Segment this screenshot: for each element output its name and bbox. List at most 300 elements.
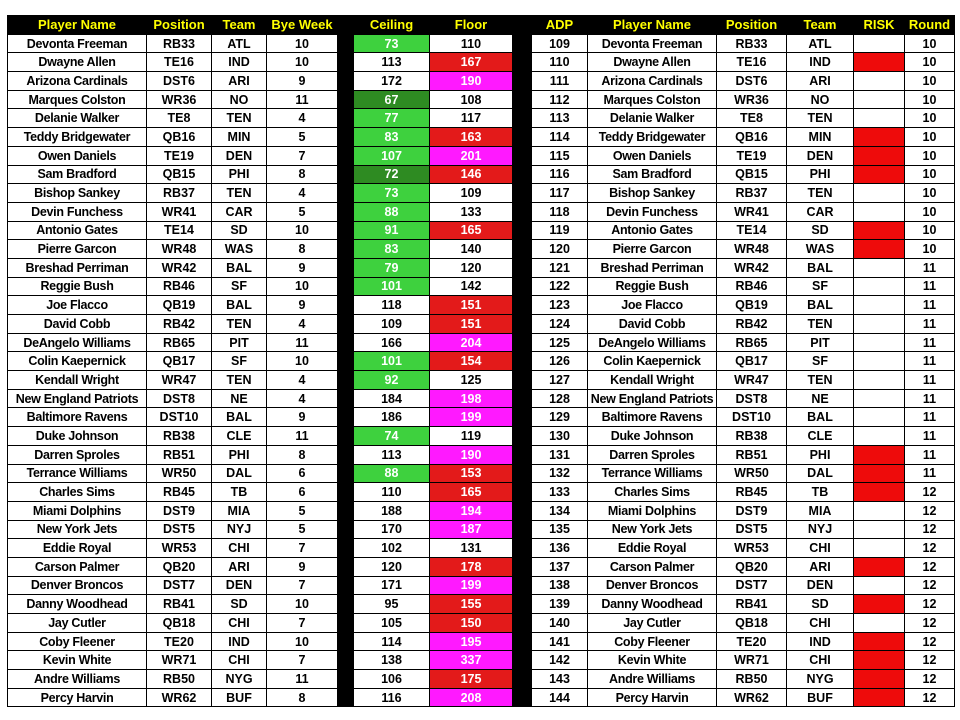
cell-team-right[interactable]: SF: [787, 352, 854, 371]
cell-position[interactable]: QB17: [147, 352, 212, 371]
cell-round[interactable]: 10: [905, 128, 955, 147]
cell-risk[interactable]: [854, 651, 905, 670]
cell-risk[interactable]: [854, 109, 905, 128]
cell-team-right[interactable]: IND: [787, 53, 854, 72]
cell-position-right[interactable]: QB17: [717, 352, 787, 371]
cell-floor[interactable]: 117: [430, 109, 513, 128]
cell-round[interactable]: 11: [905, 352, 955, 371]
cell-floor[interactable]: 204: [430, 333, 513, 352]
cell-ceiling[interactable]: 172: [354, 72, 430, 91]
cell-player-name-right[interactable]: Marques Colston: [588, 90, 717, 109]
cell-round[interactable]: 12: [905, 557, 955, 576]
cell-team-right[interactable]: WAS: [787, 240, 854, 259]
cell-round[interactable]: 11: [905, 408, 955, 427]
cell-position-right[interactable]: WR50: [717, 464, 787, 483]
cell-player-name[interactable]: DeAngelo Williams: [8, 333, 147, 352]
cell-adp[interactable]: 132: [532, 464, 588, 483]
cell-risk[interactable]: [854, 277, 905, 296]
cell-team-right[interactable]: CAR: [787, 202, 854, 221]
cell-team[interactable]: CLE: [212, 427, 267, 446]
cell-position-right[interactable]: RB38: [717, 427, 787, 446]
cell-player-name-right[interactable]: DeAngelo Williams: [588, 333, 717, 352]
cell-position-right[interactable]: QB18: [717, 614, 787, 633]
cell-player-name-right[interactable]: Danny Woodhead: [588, 595, 717, 614]
cell-position-right[interactable]: DST8: [717, 389, 787, 408]
cell-team[interactable]: PHI: [212, 165, 267, 184]
cell-player-name-right[interactable]: Jay Cutler: [588, 614, 717, 633]
cell-team-right[interactable]: MIA: [787, 501, 854, 520]
cell-player-name[interactable]: Arizona Cardinals: [8, 72, 147, 91]
cell-team[interactable]: NO: [212, 90, 267, 109]
cell-position[interactable]: RB65: [147, 333, 212, 352]
cell-position[interactable]: RB41: [147, 595, 212, 614]
cell-ceiling[interactable]: 107: [354, 146, 430, 165]
cell-position[interactable]: WR50: [147, 464, 212, 483]
cell-player-name[interactable]: Breshad Perriman: [8, 258, 147, 277]
cell-bye-week[interactable]: 4: [267, 315, 338, 334]
cell-team[interactable]: CHI: [212, 651, 267, 670]
cell-position-right[interactable]: RB33: [717, 34, 787, 53]
cell-adp[interactable]: 116: [532, 165, 588, 184]
cell-bye-week[interactable]: 5: [267, 202, 338, 221]
header-team-right[interactable]: Team: [787, 16, 854, 35]
cell-round[interactable]: 10: [905, 90, 955, 109]
cell-player-name[interactable]: Coby Fleener: [8, 632, 147, 651]
cell-player-name[interactable]: David Cobb: [8, 315, 147, 334]
cell-player-name-right[interactable]: Carson Palmer: [588, 557, 717, 576]
cell-round[interactable]: 10: [905, 240, 955, 259]
cell-position-right[interactable]: WR42: [717, 258, 787, 277]
cell-adp[interactable]: 144: [532, 688, 588, 707]
cell-bye-week[interactable]: 9: [267, 408, 338, 427]
cell-adp[interactable]: 117: [532, 184, 588, 203]
cell-floor[interactable]: 109: [430, 184, 513, 203]
cell-round[interactable]: 12: [905, 483, 955, 502]
cell-floor[interactable]: 119: [430, 427, 513, 446]
cell-risk[interactable]: [854, 670, 905, 689]
cell-adp[interactable]: 121: [532, 258, 588, 277]
cell-player-name[interactable]: Bishop Sankey: [8, 184, 147, 203]
cell-player-name[interactable]: Baltimore Ravens: [8, 408, 147, 427]
cell-team-right[interactable]: NO: [787, 90, 854, 109]
cell-team-right[interactable]: TEN: [787, 371, 854, 390]
cell-team-right[interactable]: DEN: [787, 146, 854, 165]
cell-floor[interactable]: 163: [430, 128, 513, 147]
cell-ceiling[interactable]: 116: [354, 688, 430, 707]
cell-player-name-right[interactable]: Colin Kaepernick: [588, 352, 717, 371]
cell-position[interactable]: TE16: [147, 53, 212, 72]
cell-adp[interactable]: 137: [532, 557, 588, 576]
cell-risk[interactable]: [854, 371, 905, 390]
cell-team[interactable]: ATL: [212, 34, 267, 53]
cell-team-right[interactable]: BUF: [787, 688, 854, 707]
header-player-name[interactable]: Player Name: [8, 16, 147, 35]
cell-adp[interactable]: 129: [532, 408, 588, 427]
cell-risk[interactable]: [854, 632, 905, 651]
cell-ceiling[interactable]: 138: [354, 651, 430, 670]
cell-adp[interactable]: 119: [532, 221, 588, 240]
cell-player-name-right[interactable]: Terrance Williams: [588, 464, 717, 483]
cell-position-right[interactable]: QB19: [717, 296, 787, 315]
cell-team[interactable]: CHI: [212, 614, 267, 633]
cell-position[interactable]: QB18: [147, 614, 212, 633]
cell-round[interactable]: 10: [905, 109, 955, 128]
cell-bye-week[interactable]: 7: [267, 539, 338, 558]
cell-player-name[interactable]: Darren Sproles: [8, 445, 147, 464]
cell-adp[interactable]: 110: [532, 53, 588, 72]
cell-team-right[interactable]: NE: [787, 389, 854, 408]
cell-ceiling[interactable]: 73: [354, 34, 430, 53]
cell-player-name-right[interactable]: Teddy Bridgewater: [588, 128, 717, 147]
cell-bye-week[interactable]: 10: [267, 352, 338, 371]
cell-bye-week[interactable]: 11: [267, 670, 338, 689]
cell-position-right[interactable]: WR48: [717, 240, 787, 259]
cell-adp[interactable]: 118: [532, 202, 588, 221]
cell-bye-week[interactable]: 6: [267, 483, 338, 502]
cell-position[interactable]: QB15: [147, 165, 212, 184]
cell-player-name-right[interactable]: Darren Sproles: [588, 445, 717, 464]
cell-ceiling[interactable]: 171: [354, 576, 430, 595]
cell-player-name[interactable]: Delanie Walker: [8, 109, 147, 128]
cell-team[interactable]: ARI: [212, 72, 267, 91]
cell-team-right[interactable]: CHI: [787, 539, 854, 558]
cell-adp[interactable]: 141: [532, 632, 588, 651]
cell-player-name-right[interactable]: Owen Daniels: [588, 146, 717, 165]
cell-team-right[interactable]: PHI: [787, 165, 854, 184]
cell-team[interactable]: WAS: [212, 240, 267, 259]
cell-ceiling[interactable]: 110: [354, 483, 430, 502]
cell-team[interactable]: MIN: [212, 128, 267, 147]
cell-position[interactable]: DST8: [147, 389, 212, 408]
cell-team[interactable]: TEN: [212, 371, 267, 390]
cell-adp[interactable]: 123: [532, 296, 588, 315]
cell-adp[interactable]: 122: [532, 277, 588, 296]
cell-team-right[interactable]: TEN: [787, 184, 854, 203]
cell-bye-week[interactable]: 10: [267, 34, 338, 53]
cell-floor[interactable]: 154: [430, 352, 513, 371]
cell-team-right[interactable]: TEN: [787, 315, 854, 334]
cell-risk[interactable]: [854, 539, 905, 558]
cell-position-right[interactable]: RB37: [717, 184, 787, 203]
cell-bye-week[interactable]: 8: [267, 445, 338, 464]
cell-round[interactable]: 12: [905, 595, 955, 614]
cell-round[interactable]: 10: [905, 53, 955, 72]
cell-floor[interactable]: 146: [430, 165, 513, 184]
cell-floor[interactable]: 199: [430, 576, 513, 595]
cell-player-name[interactable]: Dwayne Allen: [8, 53, 147, 72]
cell-player-name-right[interactable]: Sam Bradford: [588, 165, 717, 184]
cell-team-right[interactable]: NYG: [787, 670, 854, 689]
cell-position[interactable]: QB16: [147, 128, 212, 147]
cell-round[interactable]: 11: [905, 296, 955, 315]
cell-bye-week[interactable]: 11: [267, 333, 338, 352]
cell-risk[interactable]: [854, 184, 905, 203]
cell-position[interactable]: WR42: [147, 258, 212, 277]
cell-adp[interactable]: 124: [532, 315, 588, 334]
cell-ceiling[interactable]: 77: [354, 109, 430, 128]
cell-ceiling[interactable]: 72: [354, 165, 430, 184]
cell-bye-week[interactable]: 9: [267, 296, 338, 315]
cell-team[interactable]: DEN: [212, 146, 267, 165]
cell-team-right[interactable]: CHI: [787, 651, 854, 670]
cell-round[interactable]: 11: [905, 389, 955, 408]
cell-position-right[interactable]: DST9: [717, 501, 787, 520]
cell-team[interactable]: PHI: [212, 445, 267, 464]
cell-adp[interactable]: 109: [532, 34, 588, 53]
cell-team-right[interactable]: TEN: [787, 109, 854, 128]
cell-bye-week[interactable]: 9: [267, 557, 338, 576]
cell-ceiling[interactable]: 186: [354, 408, 430, 427]
cell-adp[interactable]: 113: [532, 109, 588, 128]
cell-bye-week[interactable]: 5: [267, 128, 338, 147]
cell-position-right[interactable]: TE8: [717, 109, 787, 128]
cell-player-name[interactable]: Jay Cutler: [8, 614, 147, 633]
cell-ceiling[interactable]: 92: [354, 371, 430, 390]
cell-floor[interactable]: 167: [430, 53, 513, 72]
cell-round[interactable]: 10: [905, 202, 955, 221]
cell-team-right[interactable]: ARI: [787, 72, 854, 91]
cell-position[interactable]: DST6: [147, 72, 212, 91]
cell-player-name[interactable]: Reggie Bush: [8, 277, 147, 296]
cell-player-name[interactable]: Miami Dolphins: [8, 501, 147, 520]
cell-team-right[interactable]: SF: [787, 277, 854, 296]
cell-position[interactable]: RB51: [147, 445, 212, 464]
cell-team[interactable]: TEN: [212, 184, 267, 203]
cell-adp[interactable]: 139: [532, 595, 588, 614]
cell-round[interactable]: 12: [905, 670, 955, 689]
cell-ceiling[interactable]: 83: [354, 240, 430, 259]
cell-floor[interactable]: 208: [430, 688, 513, 707]
cell-position-right[interactable]: DST10: [717, 408, 787, 427]
cell-round[interactable]: 11: [905, 371, 955, 390]
cell-bye-week[interactable]: 10: [267, 632, 338, 651]
cell-team[interactable]: NYJ: [212, 520, 267, 539]
cell-risk[interactable]: [854, 240, 905, 259]
cell-player-name-right[interactable]: New York Jets: [588, 520, 717, 539]
cell-ceiling[interactable]: 118: [354, 296, 430, 315]
cell-risk[interactable]: [854, 202, 905, 221]
cell-adp[interactable]: 134: [532, 501, 588, 520]
cell-player-name-right[interactable]: Baltimore Ravens: [588, 408, 717, 427]
cell-player-name[interactable]: Kevin White: [8, 651, 147, 670]
cell-position-right[interactable]: DST5: [717, 520, 787, 539]
cell-bye-week[interactable]: 10: [267, 53, 338, 72]
cell-ceiling[interactable]: 102: [354, 539, 430, 558]
cell-adp[interactable]: 138: [532, 576, 588, 595]
cell-position-right[interactable]: DST6: [717, 72, 787, 91]
cell-bye-week[interactable]: 8: [267, 165, 338, 184]
cell-risk[interactable]: [854, 557, 905, 576]
cell-ceiling[interactable]: 83: [354, 128, 430, 147]
cell-position[interactable]: WR48: [147, 240, 212, 259]
cell-team[interactable]: NE: [212, 389, 267, 408]
cell-position[interactable]: DST7: [147, 576, 212, 595]
cell-position-right[interactable]: RB50: [717, 670, 787, 689]
cell-team[interactable]: IND: [212, 632, 267, 651]
cell-risk[interactable]: [854, 90, 905, 109]
cell-team-right[interactable]: DAL: [787, 464, 854, 483]
cell-player-name-right[interactable]: Denver Broncos: [588, 576, 717, 595]
cell-round[interactable]: 12: [905, 614, 955, 633]
cell-adp[interactable]: 126: [532, 352, 588, 371]
cell-player-name-right[interactable]: Breshad Perriman: [588, 258, 717, 277]
header-risk[interactable]: RISK: [854, 16, 905, 35]
cell-player-name-right[interactable]: Andre Williams: [588, 670, 717, 689]
cell-risk[interactable]: [854, 576, 905, 595]
cell-team[interactable]: SF: [212, 352, 267, 371]
cell-ceiling[interactable]: 113: [354, 445, 430, 464]
cell-risk[interactable]: [854, 595, 905, 614]
cell-player-name-right[interactable]: Delanie Walker: [588, 109, 717, 128]
cell-ceiling[interactable]: 113: [354, 53, 430, 72]
cell-floor[interactable]: 190: [430, 72, 513, 91]
cell-team[interactable]: CAR: [212, 202, 267, 221]
cell-ceiling[interactable]: 88: [354, 464, 430, 483]
cell-position[interactable]: TE20: [147, 632, 212, 651]
cell-risk[interactable]: [854, 445, 905, 464]
cell-bye-week[interactable]: 9: [267, 72, 338, 91]
cell-round[interactable]: 11: [905, 333, 955, 352]
cell-round[interactable]: 11: [905, 258, 955, 277]
cell-team[interactable]: TB: [212, 483, 267, 502]
cell-position[interactable]: RB33: [147, 34, 212, 53]
cell-risk[interactable]: [854, 258, 905, 277]
cell-adp[interactable]: 115: [532, 146, 588, 165]
cell-bye-week[interactable]: 8: [267, 688, 338, 707]
cell-player-name-right[interactable]: Kevin White: [588, 651, 717, 670]
cell-round[interactable]: 11: [905, 445, 955, 464]
cell-ceiling[interactable]: 95: [354, 595, 430, 614]
cell-round[interactable]: 10: [905, 184, 955, 203]
cell-team[interactable]: BAL: [212, 258, 267, 277]
cell-adp[interactable]: 135: [532, 520, 588, 539]
header-position-right[interactable]: Position: [717, 16, 787, 35]
cell-position-right[interactable]: WR47: [717, 371, 787, 390]
cell-round[interactable]: 10: [905, 221, 955, 240]
cell-position[interactable]: RB37: [147, 184, 212, 203]
header-ceiling[interactable]: Ceiling: [354, 16, 430, 35]
cell-floor[interactable]: 178: [430, 557, 513, 576]
cell-adp[interactable]: 120: [532, 240, 588, 259]
cell-adp[interactable]: 114: [532, 128, 588, 147]
cell-position-right[interactable]: RB42: [717, 315, 787, 334]
cell-player-name[interactable]: Colin Kaepernick: [8, 352, 147, 371]
cell-position-right[interactable]: QB20: [717, 557, 787, 576]
cell-player-name[interactable]: Antonio Gates: [8, 221, 147, 240]
cell-team[interactable]: BAL: [212, 408, 267, 427]
cell-ceiling[interactable]: 188: [354, 501, 430, 520]
cell-adp[interactable]: 128: [532, 389, 588, 408]
cell-team-right[interactable]: DEN: [787, 576, 854, 595]
cell-round[interactable]: 12: [905, 576, 955, 595]
cell-position-right[interactable]: WR62: [717, 688, 787, 707]
cell-round[interactable]: 10: [905, 165, 955, 184]
cell-position[interactable]: DST10: [147, 408, 212, 427]
cell-player-name-right[interactable]: New England Patriots: [588, 389, 717, 408]
cell-ceiling[interactable]: 106: [354, 670, 430, 689]
cell-position-right[interactable]: QB16: [717, 128, 787, 147]
cell-round[interactable]: 11: [905, 315, 955, 334]
cell-position[interactable]: DST5: [147, 520, 212, 539]
cell-ceiling[interactable]: 73: [354, 184, 430, 203]
cell-position-right[interactable]: WR36: [717, 90, 787, 109]
cell-player-name[interactable]: Devonta Freeman: [8, 34, 147, 53]
cell-ceiling[interactable]: 184: [354, 389, 430, 408]
header-team[interactable]: Team: [212, 16, 267, 35]
cell-player-name[interactable]: Duke Johnson: [8, 427, 147, 446]
cell-floor[interactable]: 110: [430, 34, 513, 53]
cell-position-right[interactable]: TE20: [717, 632, 787, 651]
cell-position-right[interactable]: QB15: [717, 165, 787, 184]
cell-position[interactable]: WR53: [147, 539, 212, 558]
cell-player-name-right[interactable]: Arizona Cardinals: [588, 72, 717, 91]
cell-adp[interactable]: 143: [532, 670, 588, 689]
cell-position[interactable]: QB20: [147, 557, 212, 576]
cell-position-right[interactable]: RB45: [717, 483, 787, 502]
cell-bye-week[interactable]: 4: [267, 184, 338, 203]
cell-player-name-right[interactable]: Dwayne Allen: [588, 53, 717, 72]
cell-floor[interactable]: 133: [430, 202, 513, 221]
cell-player-name-right[interactable]: Coby Fleener: [588, 632, 717, 651]
cell-team[interactable]: BAL: [212, 296, 267, 315]
cell-team[interactable]: MIA: [212, 501, 267, 520]
cell-player-name-right[interactable]: Antonio Gates: [588, 221, 717, 240]
cell-risk[interactable]: [854, 464, 905, 483]
cell-position[interactable]: RB46: [147, 277, 212, 296]
cell-bye-week[interactable]: 7: [267, 651, 338, 670]
cell-bye-week[interactable]: 7: [267, 614, 338, 633]
cell-adp[interactable]: 136: [532, 539, 588, 558]
cell-bye-week[interactable]: 7: [267, 576, 338, 595]
cell-adp[interactable]: 142: [532, 651, 588, 670]
cell-adp[interactable]: 111: [532, 72, 588, 91]
cell-ceiling[interactable]: 67: [354, 90, 430, 109]
cell-position[interactable]: RB42: [147, 315, 212, 334]
cell-team-right[interactable]: NYJ: [787, 520, 854, 539]
cell-team[interactable]: IND: [212, 53, 267, 72]
cell-position-right[interactable]: RB65: [717, 333, 787, 352]
cell-team-right[interactable]: IND: [787, 632, 854, 651]
cell-position[interactable]: WR41: [147, 202, 212, 221]
cell-risk[interactable]: [854, 128, 905, 147]
cell-player-name-right[interactable]: Eddie Royal: [588, 539, 717, 558]
cell-player-name[interactable]: Percy Harvin: [8, 688, 147, 707]
cell-player-name[interactable]: Joe Flacco: [8, 296, 147, 315]
cell-team[interactable]: DEN: [212, 576, 267, 595]
cell-team-right[interactable]: CHI: [787, 614, 854, 633]
cell-team-right[interactable]: TB: [787, 483, 854, 502]
cell-position[interactable]: TE14: [147, 221, 212, 240]
cell-team-right[interactable]: BAL: [787, 296, 854, 315]
cell-player-name-right[interactable]: Kendall Wright: [588, 371, 717, 390]
cell-ceiling[interactable]: 79: [354, 258, 430, 277]
cell-floor[interactable]: 198: [430, 389, 513, 408]
header-bye-week[interactable]: Bye Week: [267, 16, 338, 35]
cell-player-name-right[interactable]: David Cobb: [588, 315, 717, 334]
cell-player-name[interactable]: Devin Funchess: [8, 202, 147, 221]
cell-player-name-right[interactable]: Devin Funchess: [588, 202, 717, 221]
cell-bye-week[interactable]: 4: [267, 371, 338, 390]
cell-bye-week[interactable]: 11: [267, 427, 338, 446]
cell-round[interactable]: 10: [905, 146, 955, 165]
cell-floor[interactable]: 151: [430, 315, 513, 334]
cell-risk[interactable]: [854, 72, 905, 91]
cell-floor[interactable]: 337: [430, 651, 513, 670]
cell-round[interactable]: 11: [905, 427, 955, 446]
cell-player-name[interactable]: Sam Bradford: [8, 165, 147, 184]
cell-player-name[interactable]: Terrance Williams: [8, 464, 147, 483]
cell-player-name-right[interactable]: Devonta Freeman: [588, 34, 717, 53]
